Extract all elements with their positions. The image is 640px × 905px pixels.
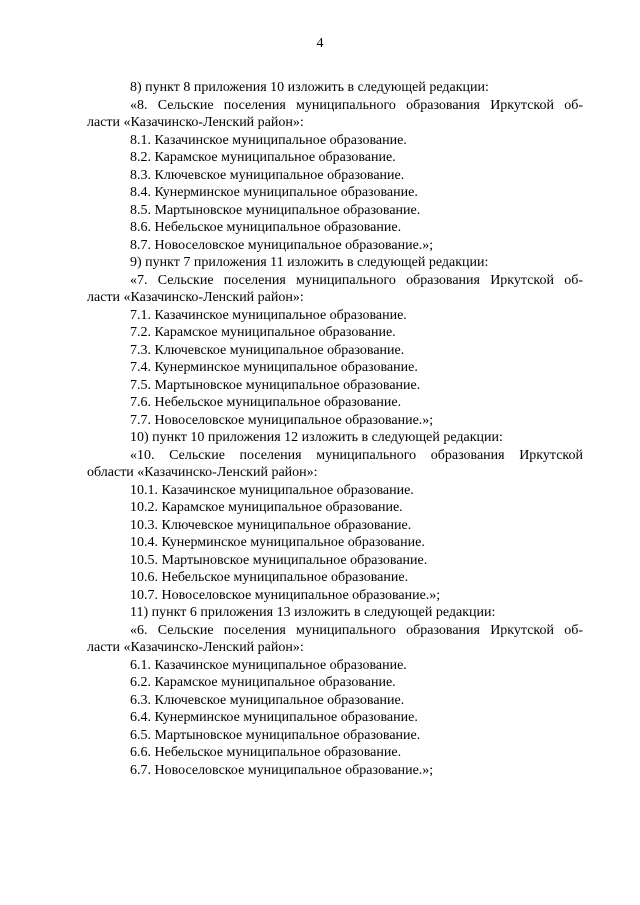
document-line: «6. Сельские поселения муниципального образования Иркутской об- [130,622,583,638]
document-line: 8) пункт 8 приложения 10 изложить в следующей редакции: [130,80,489,95]
document-line: 8.7. Новоселовское муниципальное образование.»; [130,237,434,253]
document-line: «10. Сельские поселения муниципального образования Иркутской [130,447,583,463]
document-line: 8.4. Кунерминское муниципальное образование. [130,185,418,200]
document-line: 10.7. Новоселовское муниципальное образование.»; [130,587,441,603]
document-line: 8.3. Ключевское муниципальное образование. [130,167,405,183]
document-line: 7.6. Небельское муниципальное образование. [130,395,402,410]
document-line: 10) пункт 10 приложения 12 изложить в следующей редакции: [130,430,503,445]
document-line: 10.1. Казачинское муниципальное образование. [130,482,414,498]
document-line: 7.3. Ключевское муниципальное образование. [130,342,405,358]
document-line: 11) пункт 6 приложения 13 изложить в следующей редакции: [130,605,496,620]
document-line: 7.1. Казачинское муниципальное образование. [130,307,407,323]
document-line: ласти «Казачинско-Ленский район»: [87,115,304,130]
document-line: 10.4. Кунерминское муниципальное образование. [130,535,425,550]
document-line: 8.5. Мартыновское муниципальное образование. [130,202,421,218]
document-line: области «Казачинско-Ленский район»: [87,465,318,480]
document-line: 10.3. Ключевское муниципальное образование. [130,517,412,533]
document-line: 10.2. Карамское муниципальное образование. [130,500,403,515]
document-line: 8.2. Карамское муниципальное образование. [130,150,396,165]
document-line: 8.6. Небельское муниципальное образование. [130,220,402,235]
document-line: 10.5. Мартыновское муниципальное образование. [130,552,428,568]
document-line: 6.4. Кунерминское муниципальное образование. [130,710,418,725]
document-line: «8. Сельские поселения муниципального образования Иркутской об- [130,97,583,113]
document-line: 10.6. Небельское муниципальное образование. [130,570,409,585]
document-line: 6.3. Ключевское муниципальное образование. [130,692,405,708]
document-line: 6.1. Казачинское муниципальное образование. [130,657,407,673]
document-line: 7.4. Кунерминское муниципальное образование. [130,360,418,375]
document-line: 7.2. Карамское муниципальное образование. [130,325,396,340]
document-line: 6.2. Карамское муниципальное образование. [130,675,396,690]
document-line: 7.5. Мартыновское муниципальное образование. [130,377,421,393]
document-line: 7.7. Новоселовское муниципальное образование.»; [130,412,434,428]
document-line: 6.6. Небельское муниципальное образование. [130,745,402,760]
document-line: ласти «Казачинско-Ленский район»: [87,290,304,305]
document-line: 9) пункт 7 приложения 11 изложить в следующей редакции: [130,255,489,270]
page-number: 4 [316,36,324,51]
document-line: 8.1. Казачинское муниципальное образование. [130,132,407,148]
document-line: 6.7. Новоселовское муниципальное образование.»; [130,762,434,778]
document-line: 6.5. Мартыновское муниципальное образование. [130,727,421,743]
document-body [87,79,583,779]
document-line: ласти «Казачинско-Ленский район»: [87,640,304,655]
document-line: «7. Сельские поселения муниципального образования Иркутской об- [130,272,583,288]
